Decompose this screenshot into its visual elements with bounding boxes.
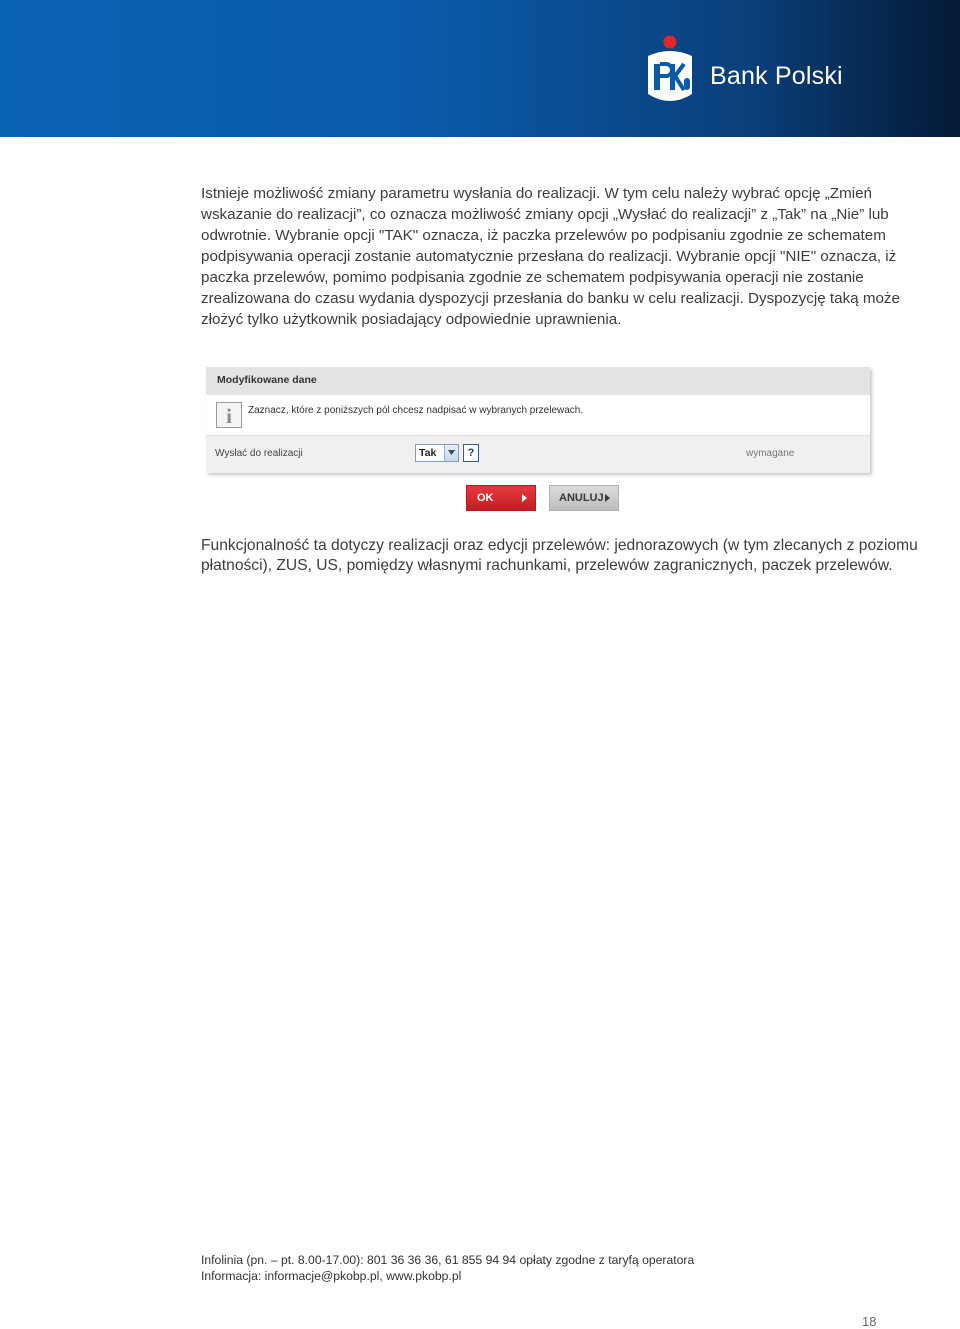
pko-logo-icon xyxy=(644,34,696,106)
footer-contact: Informacja: informacje@pkobp.pl, www.pkobp.pl xyxy=(201,1269,462,1283)
cancel-button-label: ANULUJ xyxy=(559,492,604,504)
help-icon[interactable]: ? xyxy=(463,444,479,462)
intro-paragraph: Istnieje możliwość zmiany parametru wysłania do realizacji. W tym celu należy wybrać opcję „Zmień wskazanie do realizacji”, co oznacza możliwość zmiany opcji „Wysłać do realizacji” z „Tak” na „Nie” lub odwrotnie. Wybranie opcji "TAK" oznacza, iż paczka przelewów po podpisaniu zgodnie ze schematem podpisywania operacji zostanie automatycznie przesłana do realizacji. Wybranie opcji "NIE" oznacza, iż paczka przelewów, pomimo podpisania zgodnie ze schematem podpisywania operacji nie zostanie zrealizowana do czasu wydania dyspozycji przesłania do banku w celu realizacji. Dyspozycję taką może złożyć tylko użytkownik posiadający odpowiednie uprawnienia. xyxy=(201,185,900,328)
required-label: wymagane xyxy=(746,448,795,459)
functionality-paragraph: Funkcjonalność ta dotyczy realizacji oraz edycji przelewów: jednorazowych (w tym zlecanych z poziomu płatności), ZUS, US, pomiędzy własnymi rachunkami, przelewów zagranicznych, paczek przelewów. xyxy=(201,537,918,574)
form-row-send-to-execution xyxy=(206,435,870,473)
page-number: 18 xyxy=(862,1314,877,1329)
panel-header xyxy=(206,367,870,395)
cancel-button[interactable] xyxy=(549,485,619,511)
send-to-execution-label: Wysłać do realizacji xyxy=(215,448,303,459)
brand-name: Bank Polski xyxy=(710,62,843,90)
info-icon xyxy=(216,402,242,428)
bank-logo xyxy=(644,34,844,106)
footer xyxy=(201,1252,694,1284)
panel-title: Modyfikowane dane xyxy=(217,374,317,386)
select-value: Tak xyxy=(419,447,437,459)
info-glyph: i xyxy=(226,404,232,428)
modified-data-panel xyxy=(206,367,870,473)
info-message: Zaznacz, które z poniższych pól chcesz nadpisać w wybranych przelewach. xyxy=(248,405,584,416)
ok-button-label: OK xyxy=(477,492,494,504)
chevron-down-icon[interactable] xyxy=(444,445,458,461)
arrow-right-icon xyxy=(605,494,610,502)
ok-button[interactable] xyxy=(466,485,536,511)
page-header xyxy=(0,0,960,137)
send-to-execution-select[interactable] xyxy=(415,444,459,462)
footer-hotline: Infolinia (pn. – pt. 8.00-17.00): 801 36 36 36, 61 855 94 94 opłaty zgodne z taryfą operatora xyxy=(201,1253,695,1267)
arrow-right-icon xyxy=(522,494,527,502)
